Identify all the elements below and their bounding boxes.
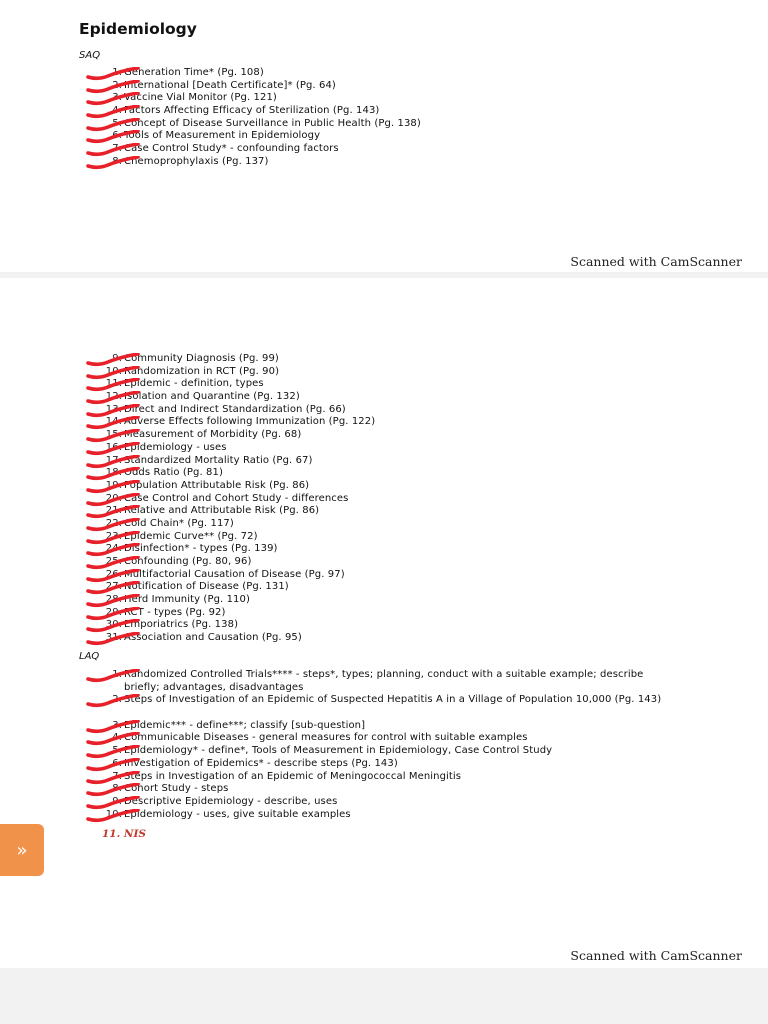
item-text: Epidemiology - uses [124, 441, 227, 453]
scanned-page-2 [0, 278, 768, 968]
item-number: 20. [105, 492, 122, 504]
list-item [0, 429, 768, 442]
item-text: Cold Chain* (Pg. 117) [124, 517, 234, 529]
next-page-button[interactable] [0, 824, 44, 876]
item-text: Epidemiology - uses, give suitable examples [124, 808, 351, 820]
list-item [0, 130, 768, 143]
list-item [0, 783, 768, 796]
item-number: 3. [112, 719, 122, 731]
item-number: 12. [105, 391, 122, 403]
list-item [0, 467, 768, 480]
item-text: Epidemic - definition, types [124, 378, 264, 390]
item-number: 4. [112, 105, 122, 117]
item-number: 5. [112, 745, 122, 757]
item-text: Emporiatrics (Pg. 138) [124, 619, 239, 631]
item-text: Steps of Investigation of an Epidemic of Suspected Hepatitis A in a Village of Population 10,000 (Pg. 143) [124, 694, 662, 706]
item-text: Notification of Disease (Pg. 131) [124, 581, 289, 593]
list-item [0, 92, 768, 105]
list-item [0, 632, 768, 645]
item-text: Descriptive Epidemiology - describe, uses [124, 795, 338, 807]
item-number: 2. [112, 694, 122, 706]
item-number: 7. [112, 143, 122, 155]
list-item [0, 505, 768, 518]
item-text: Relative and Attributable Risk (Pg. 86) [124, 505, 320, 517]
item-number: 8. [112, 155, 122, 167]
item-text: Cohort Study - steps [124, 783, 229, 795]
item-text: Communicable Diseases - general measures for control with suitable examples [124, 732, 528, 744]
item-number: 28. [105, 594, 122, 606]
item-number: 17. [105, 454, 122, 466]
list-item [0, 569, 768, 582]
camscanner-footer: Scanned with CamScanner [570, 254, 742, 269]
item-number: 2. [112, 79, 122, 91]
saq-label: SAQ [79, 50, 101, 61]
list-item [0, 720, 768, 733]
item-number: 19. [105, 479, 122, 491]
item-number: 23. [105, 530, 122, 542]
item-text: Epidemic*** - define***; classify [sub-question] [124, 719, 366, 731]
item-number: 15. [105, 429, 122, 441]
scanned-page-1 [0, 0, 768, 272]
list-item [0, 669, 768, 694]
item-number: 30. [105, 619, 122, 631]
list-item [0, 118, 768, 131]
item-text: RCT - types (Pg. 92) [124, 606, 226, 618]
item-text: Direct and Indirect Standardization (Pg. 66) [124, 403, 346, 415]
list-item [0, 694, 768, 719]
list-item [0, 67, 768, 80]
list-item [0, 771, 768, 784]
item-number: 9. [112, 353, 122, 364]
item-text: Confounding (Pg. 80, 96) [124, 556, 252, 567]
item-text: Case Control Study* - confounding factors [124, 143, 339, 155]
double-chevron-right-icon: » [16, 839, 28, 861]
item-number: 24. [105, 543, 122, 555]
list-item [0, 480, 768, 493]
item-number: 22. [105, 517, 122, 529]
item-number: 13. [105, 403, 122, 415]
item-text: Vaccine Vial Monitor (Pg. 121) [124, 92, 277, 104]
item-text: Tools of Measurement in Epidemiology [124, 130, 321, 142]
list-item [0, 745, 768, 758]
list-item [0, 156, 768, 169]
item-text: Disinfection* - types (Pg. 139) [124, 543, 278, 555]
item-text: Epidemic Curve** (Pg. 72) [124, 530, 258, 542]
item-number: 11. [105, 378, 122, 390]
item-number: 1. [112, 67, 122, 78]
handwritten-note: 11. NIS [102, 828, 147, 840]
list-item [0, 143, 768, 156]
saq-list-part-2 [0, 353, 768, 645]
item-number: 31. [105, 632, 122, 644]
page-title: Epidemiology [79, 20, 197, 38]
item-number: 6. [112, 757, 122, 769]
list-item [0, 531, 768, 544]
item-number: 5. [112, 117, 122, 129]
camscanner-footer: Scanned with CamScanner [570, 948, 742, 963]
item-number: 18. [105, 467, 122, 479]
item-text: Adverse Effects following Immunization (Pg. 122) [124, 416, 376, 428]
item-text: Multifactorial Causation of Disease (Pg. 97) [124, 568, 345, 580]
item-number: 3. [112, 92, 122, 104]
list-item [0, 809, 768, 822]
item-number: 7. [112, 770, 122, 782]
item-number: 6. [112, 130, 122, 142]
list-item [0, 758, 768, 771]
item-text: Community Diagnosis (Pg. 99) [124, 353, 279, 364]
laq-list [0, 669, 768, 821]
item-text: Case Control and Cohort Study - differences [124, 492, 349, 504]
list-item [0, 105, 768, 118]
item-text: Steps in Investigation of an Epidemic of Meningococcal Meningitis [124, 770, 462, 782]
item-number: 14. [105, 416, 122, 428]
item-text: Randomized Controlled Trials**** - steps*, types; planning, conduct with a suitable example; describe briefly; advantages, disadvantages [124, 669, 644, 693]
item-number: 26. [105, 568, 122, 580]
list-item [0, 442, 768, 455]
list-item [0, 353, 768, 366]
item-number: 1. [112, 669, 122, 680]
item-number: 25. [105, 556, 122, 567]
item-text: Concept of Disease Surveillance in Public Health (Pg. 138) [124, 117, 421, 129]
list-item [0, 416, 768, 429]
item-text: Association and Causation (Pg. 95) [124, 632, 302, 644]
item-text: Standardized Mortality Ratio (Pg. 67) [124, 454, 313, 466]
list-item [0, 391, 768, 404]
list-item [0, 80, 768, 93]
item-number: 29. [105, 606, 122, 618]
item-number: 10. [105, 808, 122, 820]
item-text: Population Attributable Risk (Pg. 86) [124, 479, 310, 491]
list-item [0, 543, 768, 556]
item-text: Measurement of Morbidity (Pg. 68) [124, 429, 302, 441]
list-item [0, 518, 768, 531]
list-item [0, 581, 768, 594]
list-item [0, 619, 768, 632]
saq-list-part-1 [0, 67, 768, 169]
list-item [0, 556, 768, 569]
list-item [0, 493, 768, 506]
item-text: International [Death Certificate]* (Pg. 64) [124, 79, 336, 91]
item-text: Randomization in RCT (Pg. 90) [124, 365, 280, 377]
laq-label: LAQ [79, 651, 100, 662]
list-item [0, 732, 768, 745]
list-item [0, 607, 768, 620]
list-item [0, 594, 768, 607]
list-item [0, 366, 768, 379]
item-text: Odds Ratio (Pg. 81) [124, 467, 223, 479]
item-text: Factors Affecting Efficacy of Sterilization (Pg. 143) [124, 105, 380, 117]
item-number: 27. [105, 581, 122, 593]
item-number: 10. [105, 365, 122, 377]
item-text: Isolation and Quarantine (Pg. 132) [124, 391, 300, 403]
item-number: 16. [105, 441, 122, 453]
item-text: Investigation of Epidemics* - describe steps (Pg. 143) [124, 757, 398, 769]
item-text: Herd Immunity (Pg. 110) [124, 594, 250, 606]
item-number: 21. [105, 505, 122, 517]
item-number: 8. [112, 783, 122, 795]
list-item [0, 455, 768, 468]
list-item [0, 378, 768, 391]
item-text: Generation Time* (Pg. 108) [124, 67, 264, 78]
item-number: 4. [112, 732, 122, 744]
list-item [0, 404, 768, 417]
list-item [0, 796, 768, 809]
item-number: 9. [112, 795, 122, 807]
item-text: Chemoprophylaxis (Pg. 137) [124, 155, 269, 167]
item-text: Epidemiology* - define*, Tools of Measurement in Epidemiology, Case Control Study [124, 745, 553, 757]
